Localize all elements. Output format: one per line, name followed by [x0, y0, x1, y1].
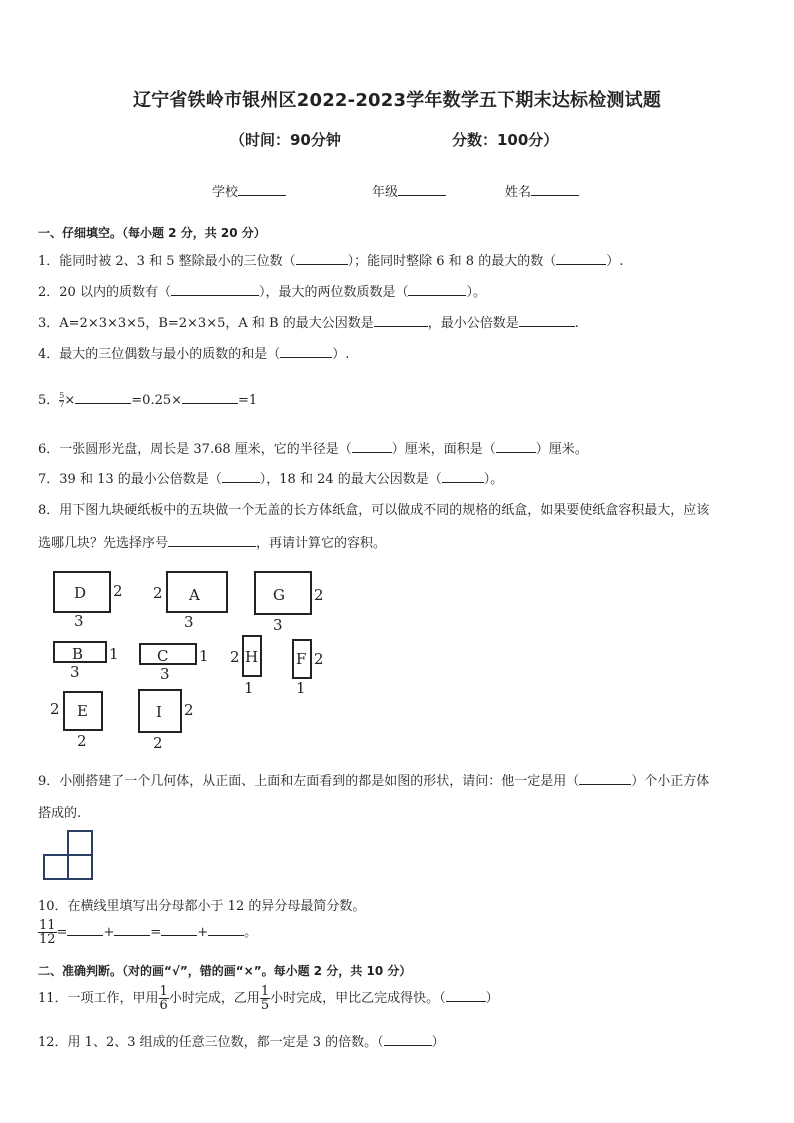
name-field[interactable]	[505, 181, 579, 200]
answer-blank[interactable]	[442, 472, 484, 483]
board-H-bottom: 1	[244, 679, 254, 697]
board-H-side: 2	[230, 648, 240, 666]
board-A-side: 2	[153, 584, 163, 602]
answer-blank[interactable]	[296, 254, 348, 265]
board-H-label: H	[245, 648, 259, 666]
answer-blank[interactable]	[579, 774, 631, 785]
answer-blank[interactable]	[208, 925, 244, 936]
answer-blank[interactable]	[67, 925, 103, 936]
board-B-bottom: 3	[70, 663, 80, 681]
fraction-1-6: $\frac{1}{6}$	[159, 984, 168, 1013]
answer-blank[interactable]	[182, 393, 238, 404]
question-9: 9．小刚搭建了一个几何体，从正面、上面和左面看到的都是如图的形状，请问：他一定是用（ ）个小正方体	[38, 774, 710, 789]
fraction-11-12: $\frac{11}{12}$	[39, 918, 56, 947]
board-E-bottom: 2	[77, 732, 87, 750]
board-D-side: 2	[113, 582, 123, 600]
fraction-1-5: $\frac{1}{5}$	[260, 984, 270, 1013]
board-F-label: F	[296, 650, 307, 668]
board-C-side: 1	[199, 647, 209, 665]
board-I-label: I	[156, 703, 162, 721]
section-1-heading: 一、仔细填空。（每小题 2 分，共 20 分）	[38, 226, 266, 240]
question-5: 5． $\frac{5}{7}\times =0.25\times =1$	[38, 391, 258, 409]
board-E-label: E	[77, 702, 88, 720]
answer-blank[interactable]	[75, 393, 131, 404]
answer-blank[interactable]	[168, 536, 256, 547]
answer-blank[interactable]	[171, 285, 259, 296]
grade-label: 年级	[372, 185, 399, 200]
board-G-bottom: 3	[273, 616, 283, 634]
question-8: 8．用下图九块硬纸板中的五块做一个无盖的长方体纸盒，可以做成不同的规格的纸盒，如果要使纸盒容积最大，应该	[38, 503, 710, 518]
answer-blank[interactable]	[556, 254, 606, 265]
question-12: 12．用 1、2、3 组成的任意三位数，都一定是 3 的倍数。（ ）	[38, 1035, 445, 1050]
exam-score: 分数：100分）	[452, 131, 559, 149]
question-3: 3．A=2×3×3×5，B=2×3×5，A 和 B 的最大公因数是 ，最小公倍数是 .	[38, 316, 579, 331]
board-C-label: C	[157, 647, 169, 665]
answer-blank[interactable]	[408, 285, 466, 296]
question-8-line-2: 选哪几块？先选择序号 ，再请计算它的容积。	[38, 536, 387, 551]
answer-blank[interactable]	[446, 991, 486, 1002]
name-label: 姓名	[505, 185, 532, 200]
section-2-heading: 二、准确判断。（对的画“√”，错的画“×”。每小题 2 分，共 10 分）	[38, 964, 412, 978]
answer-blank[interactable]	[161, 925, 197, 936]
board-G-side: 2	[314, 586, 324, 604]
board-A-bottom: 3	[184, 613, 194, 631]
question-10-equation: $\frac{11}{12}$ = + = + 。	[39, 918, 258, 947]
board-I-bottom: 2	[153, 734, 163, 752]
exam-time: （时间：90分钟	[230, 131, 341, 149]
answer-blank[interactable]	[114, 925, 150, 936]
question-10: 10．在横线里填写出分母都小于 12 的异分母最简分数。	[38, 899, 366, 914]
answer-blank[interactable]	[384, 1035, 432, 1046]
answer-blank[interactable]	[496, 442, 536, 453]
answer-blank[interactable]	[222, 472, 260, 483]
board-F-side: 2	[314, 650, 324, 668]
answer-blank[interactable]	[280, 347, 332, 358]
board-D-label: D	[74, 584, 87, 602]
question-9-line-2: 搭成的.	[38, 806, 82, 821]
board-E-side: 2	[50, 700, 60, 718]
board-A-label: A	[189, 586, 200, 604]
answer-blank[interactable]	[519, 316, 575, 327]
question-1: 1．能同时被 2、3 和 5 整除最小的三位数（ ）；能同时整除 6 和 8 的最大的数（ ）.	[38, 254, 624, 269]
page-title: 辽宁省铁岭市银州区2022-2023学年数学五下期末达标检测试题	[132, 90, 662, 111]
question-6: 6．一张圆形光盘，周长是 37.68 厘米，它的半径是（ ）厘米，面积是（ ）厘米。	[38, 442, 588, 457]
board-I-side: 2	[184, 701, 194, 719]
fraction-5-7: $\frac{5}{7}$	[59, 391, 65, 409]
board-B-label: B	[72, 645, 84, 663]
school-field[interactable]	[212, 181, 286, 200]
question-2: 2．20 以内的质数有（ ），最大的两位数质数是（ ）。	[38, 285, 486, 300]
board-G-label: G	[273, 586, 285, 604]
board-C-bottom: 3	[160, 665, 170, 683]
question-4: 4．最大的三位偶数与最小的质数的和是（ ）.	[38, 347, 350, 362]
answer-blank[interactable]	[374, 316, 428, 327]
answer-blank[interactable]	[352, 442, 392, 453]
board-B-side: 1	[109, 645, 119, 663]
cardboard-figure	[40, 566, 340, 756]
question-7: 7．39 和 13 的最小公倍数是（ ），18 和 24 的最大公因数是（ ）。	[38, 472, 504, 487]
grade-field[interactable]	[372, 181, 446, 200]
question-11: 11．一项工作，甲用 $\frac{1}{6}$ 小时完成，乙用 $\frac{1}{5}$ 小时完成，甲比乙完成得快。（ ）	[38, 984, 499, 1013]
board-F-bottom: 1	[296, 679, 306, 697]
board-D-bottom: 3	[74, 612, 84, 630]
cube-view-figure	[42, 830, 96, 880]
school-label: 学校	[212, 185, 239, 200]
